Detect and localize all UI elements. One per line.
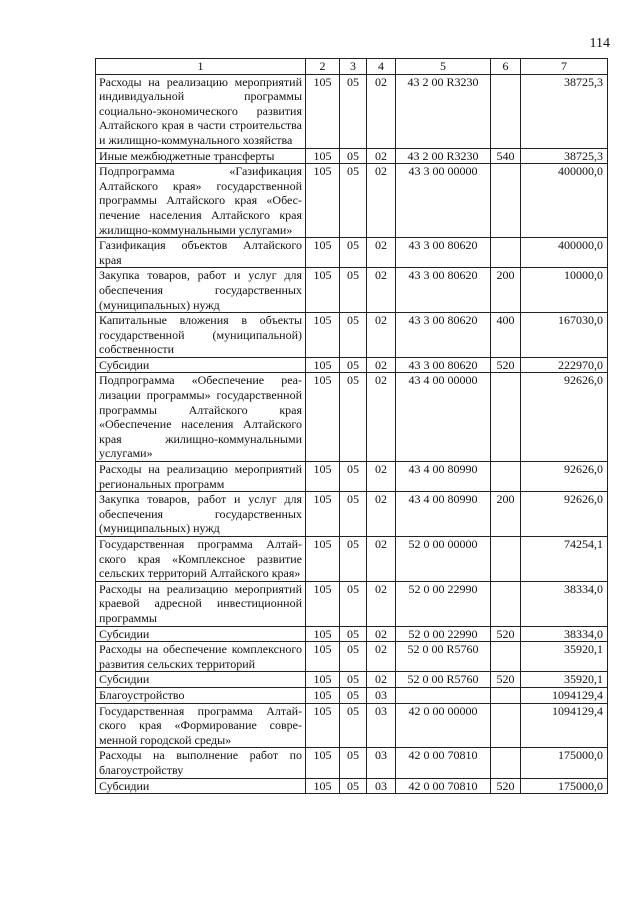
target-article-code: 43 4 00 00000 [396, 373, 491, 462]
section-code: 05 [340, 537, 367, 582]
ministry-code: 105 [306, 238, 340, 268]
item-name: Субсидии [96, 672, 306, 688]
amount: 167030,0 [521, 313, 608, 358]
section-code: 05 [340, 672, 367, 688]
table-row [96, 537, 608, 582]
subsection-code: 02 [367, 462, 396, 492]
section-code: 05 [340, 373, 367, 462]
table-row [96, 268, 608, 313]
item-name: Закупка товаров, работ и услуг для обеспечения государственных (муниципальных) нужд [96, 268, 306, 313]
ministry-code: 105 [306, 703, 340, 748]
item-name: Подпрограмма «Газификация Алтайского края» государственной программы Алтайского края «Обеспечение населения Алтайского края жилищно-коммунальными услугами» [96, 164, 306, 238]
expense-type-code [491, 462, 521, 492]
expense-type-code: 200 [491, 492, 521, 537]
subsection-code: 02 [367, 148, 396, 164]
subsection-code: 02 [367, 642, 396, 672]
subsection-code: 03 [367, 778, 396, 794]
section-code: 05 [340, 238, 367, 268]
column-number: 6 [491, 59, 521, 75]
expense-type-code: 520 [491, 626, 521, 642]
subsection-code: 02 [367, 313, 396, 358]
column-number: 2 [306, 59, 340, 75]
expense-type-code: 200 [491, 268, 521, 313]
section-code: 05 [340, 357, 367, 373]
item-name: Субсидии [96, 778, 306, 794]
item-name: Государственная программа Алтайского края «Комплексное развитие сельских территорий Алтайского края» [96, 537, 306, 582]
expense-type-code: 540 [491, 148, 521, 164]
expense-type-code [491, 642, 521, 672]
amount: 175000,0 [521, 748, 608, 778]
expense-type-code [491, 687, 521, 703]
target-article-code: 52 0 00 00000 [396, 537, 491, 582]
ministry-code: 105 [306, 748, 340, 778]
target-article-code: 43 3 00 80620 [396, 238, 491, 268]
table-row [96, 74, 608, 148]
expense-type-code: 520 [491, 672, 521, 688]
subsection-code: 02 [367, 537, 396, 582]
item-name: Капитальные вложения в объекты государственной (муниципальной) собственности [96, 313, 306, 358]
table-row [96, 748, 608, 778]
amount: 92626,0 [521, 462, 608, 492]
expense-type-code [491, 238, 521, 268]
ministry-code: 105 [306, 642, 340, 672]
ministry-code: 105 [306, 492, 340, 537]
item-name: Закупка товаров, работ и услуг для обеспечения государственных (муниципальных) нужд [96, 492, 306, 537]
table-row [96, 581, 608, 626]
amount: 400000,0 [521, 238, 608, 268]
amount: 222970,0 [521, 357, 608, 373]
item-name: Расходы на реализацию мероприятий индивидуальной программы социально-экономического развития Алтайского края в части строительства и жилищно-коммунального хозяйства [96, 74, 306, 148]
ministry-code: 105 [306, 672, 340, 688]
ministry-code: 105 [306, 164, 340, 238]
target-article-code: 43 4 00 80990 [396, 462, 491, 492]
item-name: Расходы на реализацию мероприятий региональных программ [96, 462, 306, 492]
item-name: Расходы на реализацию мероприятий краевой адресной инвестиционной программы [96, 581, 306, 626]
item-name: Государственная программа Алтайского края «Формирование современной городской среды» [96, 703, 306, 748]
target-article-code: 43 3 00 80620 [396, 357, 491, 373]
amount: 1094129,4 [521, 703, 608, 748]
amount: 175000,0 [521, 778, 608, 794]
page-number: 114 [589, 36, 610, 51]
subsection-code: 03 [367, 687, 396, 703]
target-article-code: 52 0 00 22990 [396, 581, 491, 626]
amount: 38334,0 [521, 581, 608, 626]
section-code: 05 [340, 581, 367, 626]
ministry-code: 105 [306, 74, 340, 148]
expense-type-code: 400 [491, 313, 521, 358]
target-article-code [396, 687, 491, 703]
ministry-code: 105 [306, 313, 340, 358]
target-article-code: 43 2 00 R3230 [396, 148, 491, 164]
expense-type-code [491, 164, 521, 238]
table-row [96, 778, 608, 794]
column-number: 7 [521, 59, 608, 75]
subsection-code: 02 [367, 74, 396, 148]
table-row [96, 672, 608, 688]
subsection-code: 02 [367, 492, 396, 537]
table-row [96, 373, 608, 462]
section-code: 05 [340, 778, 367, 794]
section-code: 05 [340, 626, 367, 642]
column-number: 3 [340, 59, 367, 75]
subsection-code: 02 [367, 672, 396, 688]
section-code: 05 [340, 462, 367, 492]
amount: 400000,0 [521, 164, 608, 238]
ministry-code: 105 [306, 148, 340, 164]
target-article-code: 43 4 00 80990 [396, 492, 491, 537]
expense-type-code: 520 [491, 357, 521, 373]
subsection-code: 02 [367, 357, 396, 373]
target-article-code: 42 0 00 70810 [396, 778, 491, 794]
table-row [96, 462, 608, 492]
section-code: 05 [340, 148, 367, 164]
table-row [96, 148, 608, 164]
subsection-code: 02 [367, 581, 396, 626]
amount: 74254,1 [521, 537, 608, 582]
item-name: Газификация объектов Алтайского края [96, 238, 306, 268]
amount: 92626,0 [521, 373, 608, 462]
item-name: Иные межбюджетные трансферты [96, 148, 306, 164]
amount: 38334,0 [521, 626, 608, 642]
ministry-code: 105 [306, 537, 340, 582]
ministry-code: 105 [306, 581, 340, 626]
target-article-code: 52 0 00 22990 [396, 626, 491, 642]
subsection-code: 02 [367, 238, 396, 268]
target-article-code: 43 3 00 80620 [396, 313, 491, 358]
subsection-code: 02 [367, 373, 396, 462]
item-name: Подпрограмма «Обеспечение реализации программы» государственной программы Алтайского края «Обеспечение населения Алтайского края жилищно-коммунальными услугами» [96, 373, 306, 462]
expense-type-code [491, 74, 521, 148]
section-code: 05 [340, 268, 367, 313]
section-code: 05 [340, 74, 367, 148]
target-article-code: 42 0 00 00000 [396, 703, 491, 748]
amount: 10000,0 [521, 268, 608, 313]
section-code: 05 [340, 687, 367, 703]
expense-type-code [491, 373, 521, 462]
target-article-code: 52 0 00 R5760 [396, 672, 491, 688]
ministry-code: 105 [306, 357, 340, 373]
amount: 35920,1 [521, 642, 608, 672]
subsection-code: 02 [367, 164, 396, 238]
item-name: Благоустройство [96, 687, 306, 703]
subsection-code: 03 [367, 748, 396, 778]
table-row [96, 687, 608, 703]
item-name: Субсидии [96, 626, 306, 642]
table-row [96, 313, 608, 358]
subsection-code: 02 [367, 626, 396, 642]
expense-type-code [491, 748, 521, 778]
item-name: Расходы на обеспечение комплексного развития сельских территорий [96, 642, 306, 672]
section-code: 05 [340, 313, 367, 358]
column-number: 4 [367, 59, 396, 75]
amount: 35920,1 [521, 672, 608, 688]
expense-type-code [491, 581, 521, 626]
target-article-code: 43 3 00 80620 [396, 268, 491, 313]
amount: 92626,0 [521, 492, 608, 537]
subsection-code: 03 [367, 703, 396, 748]
section-code: 05 [340, 642, 367, 672]
item-name: Расходы на выполнение работ по благоустройству [96, 748, 306, 778]
table-row [96, 238, 608, 268]
column-number: 1 [96, 59, 306, 75]
budget-table [95, 58, 608, 794]
section-code: 05 [340, 748, 367, 778]
ministry-code: 105 [306, 626, 340, 642]
table-row [96, 492, 608, 537]
amount: 38725,3 [521, 74, 608, 148]
ministry-code: 105 [306, 373, 340, 462]
table-row [96, 642, 608, 672]
expense-type-code [491, 537, 521, 582]
table-row [96, 164, 608, 238]
subsection-code: 02 [367, 268, 396, 313]
target-article-code: 52 0 00 R5760 [396, 642, 491, 672]
section-code: 05 [340, 164, 367, 238]
item-name: Субсидии [96, 357, 306, 373]
amount: 38725,3 [521, 148, 608, 164]
ministry-code: 105 [306, 462, 340, 492]
column-number: 5 [396, 59, 491, 75]
ministry-code: 105 [306, 687, 340, 703]
ministry-code: 105 [306, 778, 340, 794]
target-article-code: 43 3 00 00000 [396, 164, 491, 238]
section-code: 05 [340, 703, 367, 748]
target-article-code: 42 0 00 70810 [396, 748, 491, 778]
amount: 1094129,4 [521, 687, 608, 703]
ministry-code: 105 [306, 268, 340, 313]
column-number-row [96, 59, 608, 75]
target-article-code: 43 2 00 R3230 [396, 74, 491, 148]
table-row [96, 703, 608, 748]
expense-type-code: 520 [491, 778, 521, 794]
expense-type-code [491, 703, 521, 748]
table-row [96, 626, 608, 642]
section-code: 05 [340, 492, 367, 537]
table-row [96, 357, 608, 373]
